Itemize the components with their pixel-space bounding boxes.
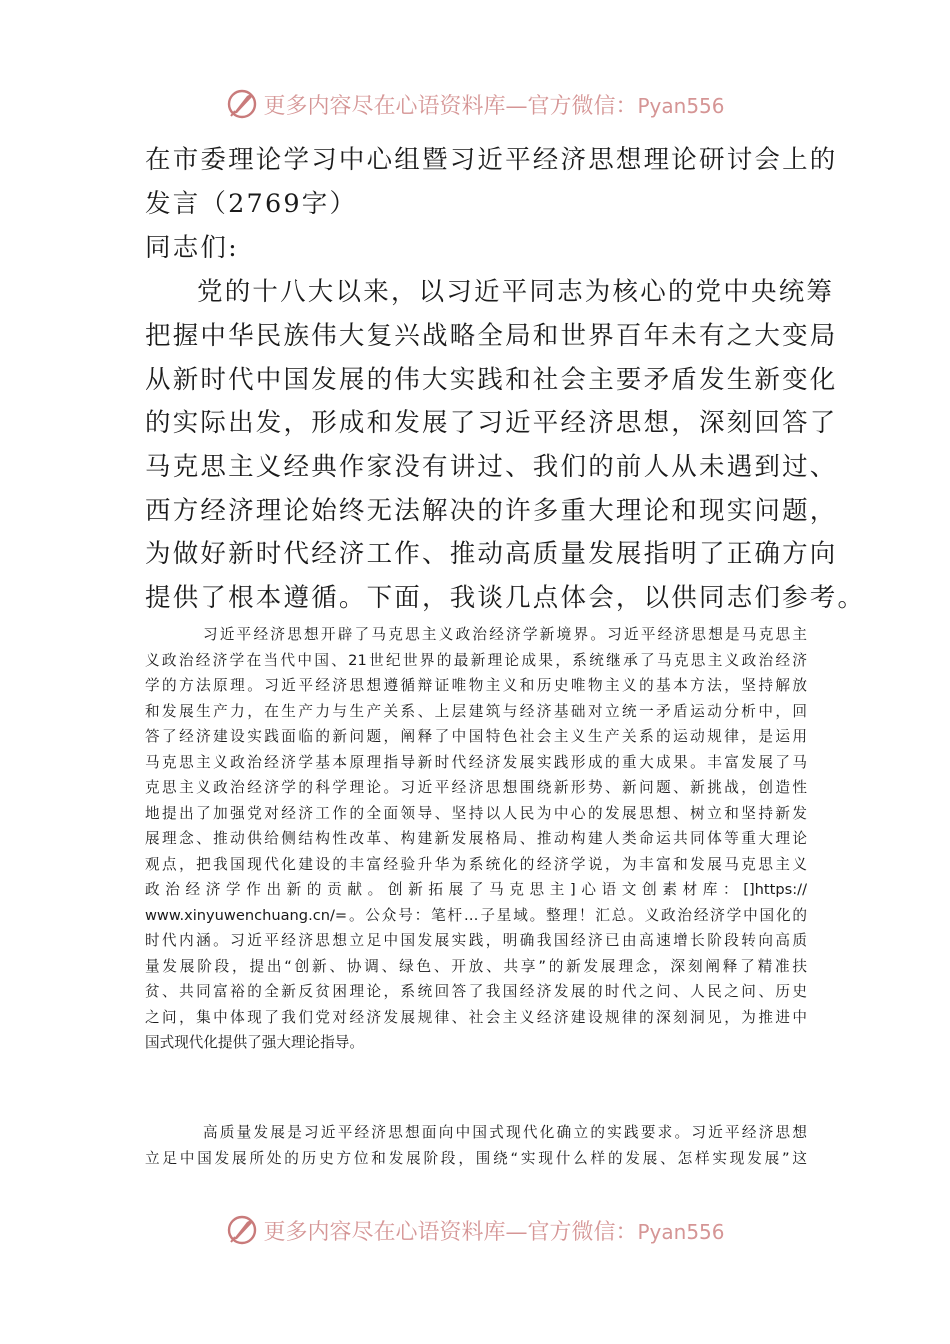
paragraph-line: 答了经济建设实践面临的新问题，阐释了中国特色社会主义生产关系的运动规律，是运用 [145,728,807,745]
footer-watermark-banner [0,1210,950,1250]
paragraph-line: 习近平经济思想开辟了马克思主义政治经济学新境界。习近平经济思想是马克思主 [203,626,807,643]
paragraph-line: 学的方法原理。习近平经济思想遵循辩证唯物主义和历史唯物主义的基本方法，坚持解放 [145,677,807,694]
quill-logo-icon [225,87,259,121]
paragraph-2 [145,1120,807,1171]
paragraph-line: 立足中国发展所处的历史方位和发展阶段，围绕“实现什么样的发展、怎样实现发展”这 [145,1149,807,1167]
banner-wechat-id: Pyan556 [637,1219,725,1244]
intro-line: 为做好新时代经济工作、推动高质量发展指明了正确方向 [145,539,838,569]
paragraph-line: 克思主义政治经济学的科学理论。习近平经济思想围绕新形势、新问题、新挑战，创造性 [145,779,807,796]
paragraph-line: 量发展阶段，提出“创新、协调、绿色、开放、共享”的新发展理念，深刻阐释了精准扶 [145,957,807,975]
paragraph-line: 和发展生产力，在生产力与生产关系、上层建筑与经济基础对立统一矛盾运动分析中，回 [145,702,807,720]
paragraph-line: www.xinyuwenchuang.cn/=。公众号：笔杆…子星域。整理！汇总。义政治经济学中国化的 [145,906,807,924]
intro-line: 的实际出发，形成和发展了习近平经济思想，深刻回答了 [145,408,838,438]
banner-text: 更多内容尽在心语资料库—官方微信：Pyan556 [263,93,725,119]
paragraph-line: 时代内涵。习近平经济思想立足中国发展实践，明确我国经济已由高速增长阶段转向高质 [145,932,807,949]
paragraph-line: 贫、共同富裕的全新反贫困理论，系统回答了我国经济发展的时代之问、人民之问、历史 [145,983,807,1000]
intro-line: 西方经济理论始终无法解决的许多重大理论和现实问题， [145,496,838,526]
paragraph-1 [145,622,807,1056]
banner-wechat-id: Pyan556 [637,93,725,118]
paragraph-line: 义政治经济学在当代中国、21世纪世界的最新理论成果，系统继承了马克思主义政治经济 [145,651,807,669]
paragraph-line: 政治经济学作出新的贡献。创新拓展了马克思主]心语文创素材库：[]https:// [145,881,807,898]
paragraph-line: 地提出了加强党对经济工作的全面领导、坚持以人民为中心的发展思想、树立和坚持新发 [145,804,807,822]
intro-line: 党的十八大以来，以习近平同志为核心的党中央统筹 [197,277,835,307]
paragraph-line: 观点，把我国现代化建设的丰富经验升华为系统化的经济学说，为丰富和发展马克思主义 [145,855,807,873]
intro-line: 提供了根本遵循。下面，我谈几点体会，以供同志们参考。 [145,583,866,613]
paragraph-line: 高质量发展是习近平经济思想面向中国式现代化确立的实践要求。习近平经济思想 [203,1124,807,1141]
header-watermark-banner [0,84,950,124]
banner-text: 更多内容尽在心语资料库—官方微信：Pyan556 [263,1219,725,1245]
intro-line: 马克思主义经典作家没有讲过、我们的前人从未遇到过、 [145,452,838,482]
paragraph-line: 马克思主义政治经济学基本原理指导新时代经济发展实践形成的重大成果。丰富发展了马 [145,753,807,771]
intro-line: 把握中华民族伟大复兴战略全局和世界百年未有之大变局 [145,321,838,351]
paragraph-line: 国式现代化提供了强大理论指导。 [145,1034,364,1051]
title-line-1: 在市委理论学习中心组暨习近平经济思想理论研讨会上的 [145,145,838,175]
quill-logo-icon [225,1213,259,1247]
paragraph-line: 展理念、推动供给侧结构性改革、构建新发展格局、推动构建人类命运共同体等重大理论 [145,830,807,847]
salutation: 同志们: [145,233,239,263]
paragraph-line: 之问，集中体现了我们党对经济发展规律、社会主义经济建设规律的深刻洞见，为推进中 [145,1008,807,1026]
title-line-2: 发言（2769字） [145,189,358,219]
intro-line: 从新时代中国发展的伟大实践和社会主要矛盾发生新变化 [145,365,838,395]
